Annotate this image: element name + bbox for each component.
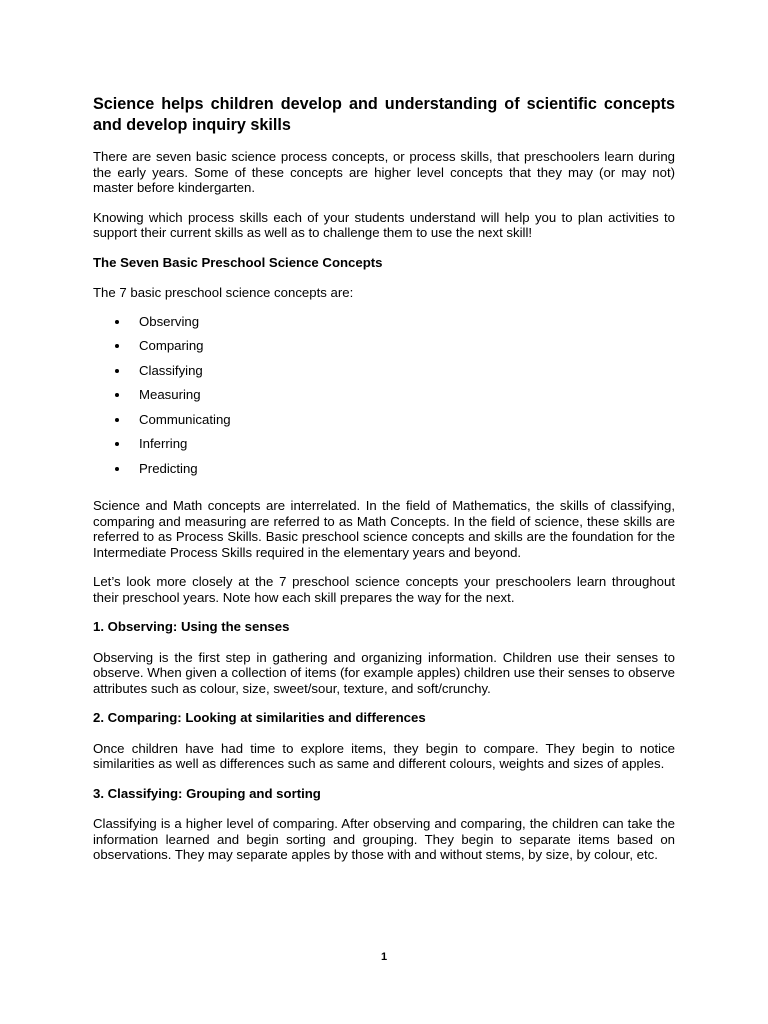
list-item-label: Classifying (139, 362, 203, 378)
list-item-label: Predicting (139, 460, 198, 476)
list-item (93, 314, 675, 330)
list-item (93, 412, 675, 428)
document-title: Science helps children develop and understanding of scientific concepts and develop inquiry skills (93, 95, 675, 134)
list-item (93, 338, 675, 354)
section-body-comparing: Once children have had time to explore items, they begin to compare. They begin to notice similarities as well as differences such as same and different colours, weights and sizes of apples. (93, 740, 675, 771)
concepts-list (93, 314, 675, 477)
section-heading-classifying: 3. Classifying: Grouping and sorting (93, 785, 321, 801)
list-item (93, 436, 675, 452)
list-item (93, 387, 675, 403)
list-item-label: Observing (139, 313, 200, 329)
page-number: 1 (380, 951, 388, 963)
section-heading-comparing: 2. Comparing: Looking at similarities and differences (93, 710, 426, 725)
intro-paragraph-2: Knowing which process skills each of your students understand will help you to plan activities to support their current skills as well as to challenge them to use the next skill! (93, 209, 675, 240)
look-closer-paragraph: Let’s look more closely at the 7 preschool science concepts your preschoolers learn throughout their preschool years. Note how each skill prepares the way for the next. (93, 574, 675, 605)
bullet-icon (115, 418, 119, 422)
bullet-icon (115, 320, 119, 324)
list-item (93, 363, 675, 379)
list-item-label: Comparing (139, 338, 204, 353)
section-body-classifying: Classifying is a higher level of comparing. After observing and comparing, the children can take the information learned and begin sorting and grouping. They begin to separate items based on observations. They may separate apples by those with and without stems, by size, by colour, etc. (93, 816, 675, 862)
concepts-heading: The Seven Basic Preschool Science Concepts (93, 254, 383, 270)
intro-paragraph-1: There are seven basic science process concepts, or process skills, that preschoolers learn during the early years. Some of these concepts are higher level concepts that they may (or may not) master before kindergarten. (93, 149, 675, 195)
list-item (93, 461, 675, 477)
section-heading-observing: 1. Observing: Using the senses (93, 619, 290, 634)
bullet-icon (115, 442, 119, 446)
bullet-icon (115, 467, 119, 471)
list-item-label: Inferring (139, 436, 188, 451)
list-item-label: Communicating (139, 411, 231, 427)
list-item-label: Measuring (139, 387, 201, 402)
bullet-icon (115, 369, 119, 373)
concepts-intro: The 7 basic preschool science concepts are: (93, 285, 354, 300)
bullet-icon (115, 393, 119, 397)
section-body-observing: Observing is the first step in gathering and organizing information. Children use their senses to observe. When given a collection of items (for example apples) children use their senses to observe attributes such as colour, size, sweet/sour, texture, and soft/crunchy. (93, 649, 676, 696)
interrelated-paragraph: Science and Math concepts are interrelated. In the field of Mathematics, the skills of classifying, comparing and measuring are referred to as Math Concepts. In the field of science, these skills are referred to as Process Skills. Basic preschool science concepts and skills are the foundation for the Intermediate Process Skills required in the elementary years and beyond. (93, 498, 675, 560)
bullet-icon (115, 344, 119, 348)
document-page (93, 94, 675, 877)
